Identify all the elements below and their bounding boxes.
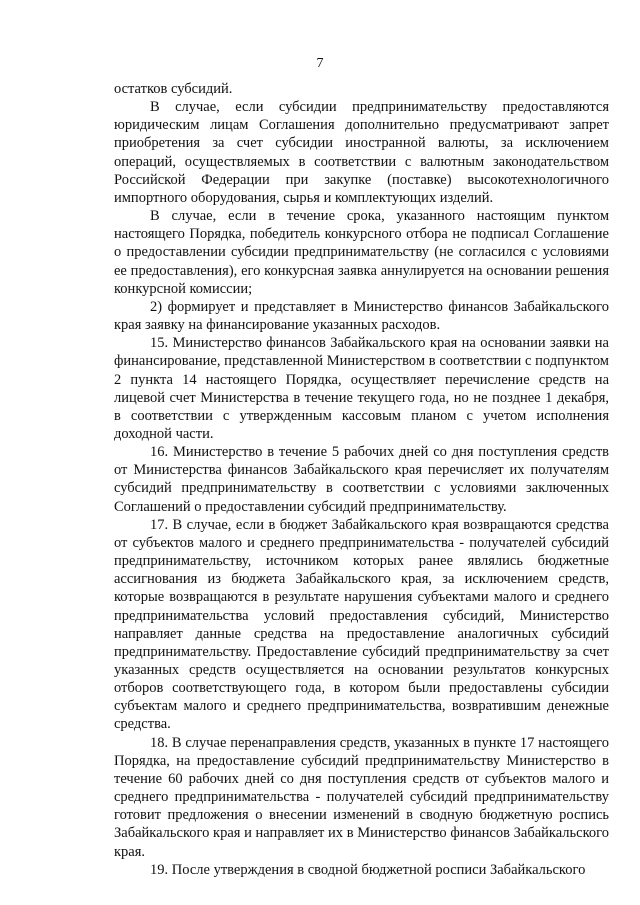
page-number: 7 [316,56,324,71]
paragraph-continuation: остатков субсидий. [114,81,233,97]
paragraph-clause-15: 15. Министерство финансов Забайкальского края на основании заявки на финансирование, представленной Министерством в соответствии с подпунктом 2 пункта 14 настоящего Порядка, осуществляет перечисление средств на лицевой счет Министерства в течение текущего года, но не позднее 1 декабря, в соответствии с утвержденным кассовым планом с учетом исполнения доходной части. [114,335,609,442]
paragraph-clause-19: 19. После утверждения в сводной бюджетной росписи Забайкальского [150,861,586,878]
document-body [114,80,609,879]
paragraph-clause-18: 18. В случае перенаправления средств, указанных в пункте 17 настоящего Порядка, на предоставление субсидий предпринимательству Министерство в течение 60 рабочих дней со дня поступления средств от субъектов малого и среднего предпринимательства - получателей субсидий предпринимательству готовит предложения о внесении изменений в сводную бюджетную роспись Забайкальского края и направляет их в Министерство финансов Забайкальского края. [114,734,609,860]
paragraph-clause-17: 17. В случае, если в бюджет Забайкальского края возвращаются средства от субъектов малого и среднего предпринимательства - получателей субсидий предпринимательству, источником которых ранее являлись бюджетные ассигнования из бюджета Забайкальского края, за исключением средств, которые возвращаются в результате нарушения субъектами малого и среднего предпринимательства условий предоставления субсидий, Министерство направляет данные средства на предоставление аналогичных субсидий предпринимательству. Предоставление субсидий предпринимательству за счет указанных средств осуществляется на основании результатов конкурсных отборов соответствующего года, в котором были предоставлены субсидии субъектам малого и среднего предпринимательства, возвратившим денежные средства. [114,516,609,733]
paragraph-unsigned-agreement: В случае, если в течение срока, указанного настоящим пунктом настоящего Порядка, победитель конкурсного отбора не подписал Соглашение о предоставлении субсидии предпринимательству (не согласился с условиями ее предоставления), его конкурсная заявка аннулируется на основании решения конкурсной комиссии; [114,208,609,297]
paragraph-foreign-currency-ban: В случае, если субсидии предпринимательству предоставляются юридическим лицам Соглашения дополнительно предусматривают запрет приобретения за счет субсидии иностранной валюты, за исключением операций, осуществляемых в соответствии с валютным законодательством Российской Федерации при закупке (поставке) высокотехнологичного импортного оборудования, сырья и комплектующих изделий. [114,99,609,206]
paragraph-clause-16: 16. Министерство в течение 5 рабочих дней со дня поступления средств от Министерства финансов Забайкальского края перечисляет их получателям субсидий предпринимательству в соответствии с условиями заключенных Соглашений о предоставлении субсидий предпринимательству. [114,444,609,515]
paragraph-item-2: 2) формирует и представляет в Министерство финансов Забайкальского края заявку на финансирование указанных расходов. [114,298,609,334]
